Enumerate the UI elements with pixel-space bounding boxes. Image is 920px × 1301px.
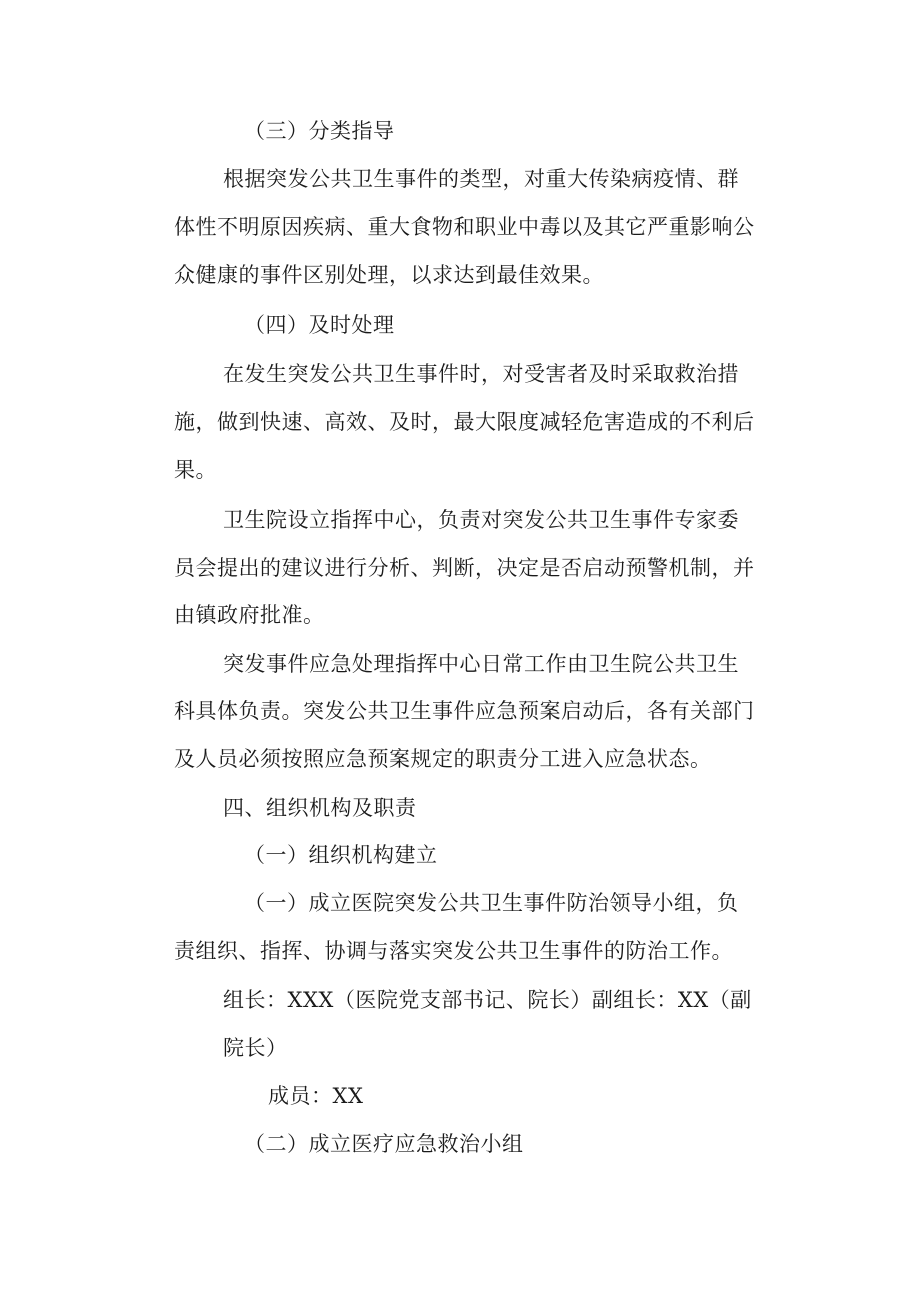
section-3-para-line-3: 众健康的事件区别处理，以求达到最佳效果。 <box>174 263 604 287</box>
command-center-para-line-2: 员会提出的建议进行分析、判断，决定是否启动预警机制，并 <box>174 556 755 580</box>
chapter-4-heading: 四、组织机构及职责 <box>223 796 417 820</box>
section-4-para-line-1: 在发生突发公共卫生事件时，对受害者及时采取救治措 <box>223 362 739 386</box>
sub-1-para-line-2: 责组织、指挥、协调与落实突发公共卫生事件的防治工作。 <box>174 939 733 963</box>
members-line: 成员：XX <box>268 1084 364 1108</box>
section-4-para-line-3: 果。 <box>174 458 217 482</box>
section-3-heading: （三）分类指导 <box>244 119 395 143</box>
section-4-para-line-2: 施，做到快速、高效、及时，最大限度减轻危害造成的不利后 <box>174 410 755 434</box>
sub-1-para-line-1: （一）成立医院突发公共卫生事件防治领导小组，负 <box>244 891 739 915</box>
leader-line-2: 院长） <box>223 1036 288 1060</box>
command-center-para-line-1: 卫生院设立指挥中心，负责对突发公共卫生事件专家委 <box>223 508 739 532</box>
section-3-para-line-2: 体性不明原因疾病、重大食物和职业中毒以及其它严重影响公 <box>174 215 755 239</box>
section-3-para-line-1: 根据突发公共卫生事件的类型，对重大传染病疫情、群 <box>223 167 739 191</box>
leader-line-1: 组长：XXX（医院党支部书记、院长）副组长：XX（副 <box>223 988 752 1012</box>
section-4-heading: （四）及时处理 <box>244 313 395 337</box>
sub-1-heading: （一）组织机构建立 <box>244 843 438 867</box>
sub-2-heading: （二）成立医疗应急救治小组 <box>244 1132 524 1156</box>
command-center-para-line-3: 由镇政府批准。 <box>174 603 325 627</box>
daily-work-para-line-1: 突发事件应急处理指挥中心日常工作由卫生院公共卫生 <box>223 652 739 676</box>
daily-work-para-line-2: 科具体负责。突发公共卫生事件应急预案启动后，各有关部门 <box>174 699 755 723</box>
daily-work-para-line-3: 及人员必须按照应急预案规定的职责分工进入应急状态。 <box>174 747 712 771</box>
